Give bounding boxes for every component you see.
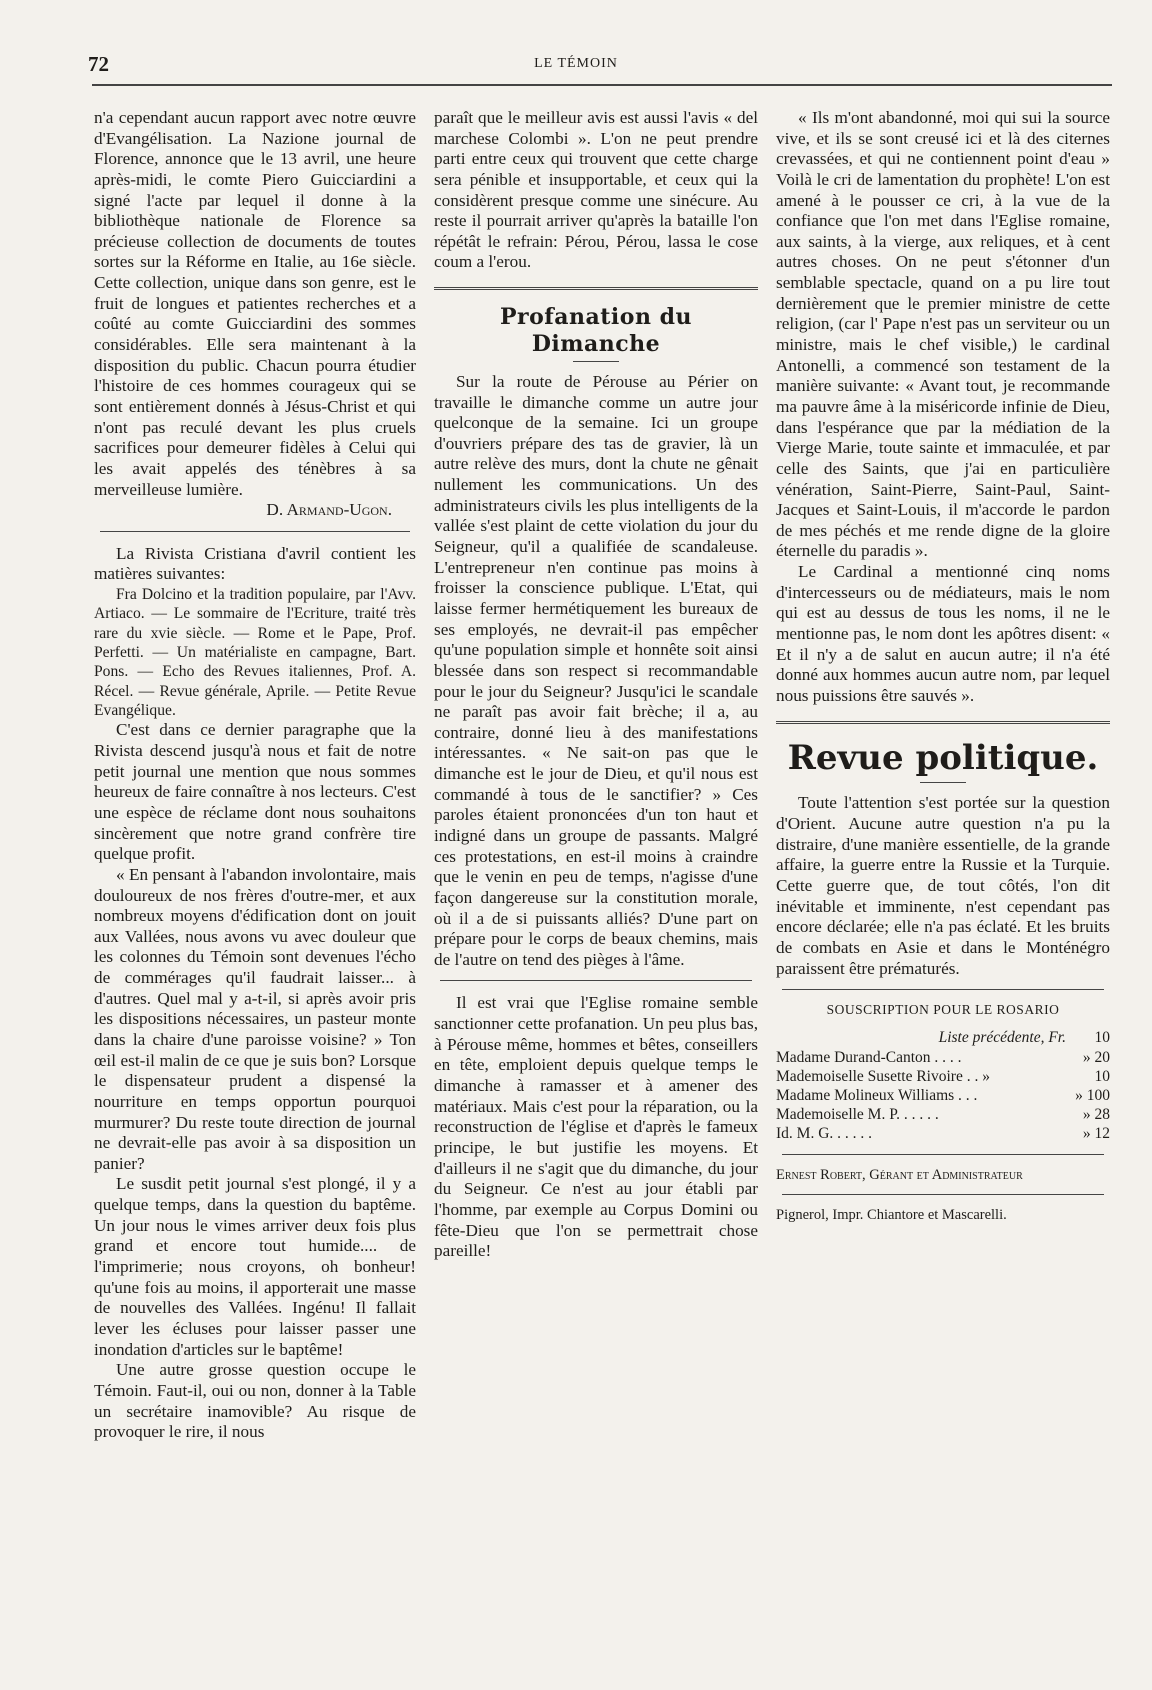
list-name: Mademoiselle M. P. . . . . . <box>776 1106 939 1124</box>
section-divider <box>440 980 752 981</box>
list-label: Liste précédente, Fr. <box>938 1029 1066 1047</box>
article-paragraph: « Ils m'ont abandonné, moi qui sui la source vive, et ils se sont creusé ici et là des citernes crevassées, et qui ne contiennent point d'eau » Voilà le cri de lamentation du prophète! L'on est amené à le pousser ce cri, à la vue de la confiance que l'on met dans l'Eglise romaine, aux saints, à la vierge, aux reliques, et à cent autres choses. On ne peut s'étonner d'un semblable spectacle, quand on a pu lire tout dernièrement que le premier ministre de cette religion, (car l' Pape n'est pas un serviteur ou un ministre, mais le chef visible,) le cardinal Antonelli, a commencé son testament de la manière suivante: « Avant tout, je recommande ma pauvre âme à la miséricorde infinie de Dieu, dans l'espérance que par la médiation de la Vierge Marie, toute sainte et immaculée, et par celle des Saints, que j'ai en particulière vénération, Saint-Pierre, Saint-Paul, Saint-Jacques et Saint-Louis, il m'accorde le pardon de mes péchés et me rende digne de la gloire éternelle du paradis ». <box>776 108 1110 561</box>
article-paragraph: Toute l'attention s'est portée sur la question d'Orient. Aucune autre question n'a pu la distraire, d'une manière essentielle, de la grande affaire, la guerre entre la Russie et la Turquie. Cette guerre que, de tout côtés, l'on dit inévitable et imminente, n'est cependant pas encore déclarée; elle n'a pas éclaté. Et les bruits de combats en Asie et dans le Monténégro paraissent être prématurés. <box>776 793 1110 978</box>
list-name: Madame Molineux Williams . . . <box>776 1086 978 1104</box>
table-row <box>776 1048 1110 1067</box>
section-divider <box>782 1194 1104 1195</box>
manager-credit: Ernest Robert, Gérant et Administrateur <box>776 1166 1023 1183</box>
column-right <box>776 108 1110 1224</box>
header-rule <box>92 84 1112 86</box>
section-heading: Revue politique. <box>787 737 1099 778</box>
page-number: 72 <box>88 52 109 76</box>
contents-list: Fra Dolcino et la tradition populaire, par l'Avv. Artiaco. — Le sommaire de l'Ecriture, traité très rare du xvie siècle. — Rome et le Pape, Prof. Perfetti. — Un matérialiste en campagne, Bart. Pons. — Echo des Revues italiennes, Prof. A. Récel. — Revue générale, Aprile. — Petite Revue Evangélique. <box>94 586 416 720</box>
article-paragraph: C'est dans ce dernier paragraphe que la Rivista descend jusqu'à nous et fait de notre petit journal une mention que nous sommes heureux de faire connaître à nos lecteurs. C'est une espèce de réclame dont nous souhaitons sincèrement que notre grand confrère tire quelque profit. <box>94 720 416 864</box>
list-name: Id. M. G. . . . . . <box>776 1125 873 1143</box>
table-row <box>776 1086 1110 1105</box>
heading-rule <box>573 361 619 362</box>
article-paragraph: « En pensant à l'abandon involontaire, mais douloureux de nos frères d'outre-mer, et aux nombreux moyens d'édification dont on jouit aux Vallées, nous avons vu avec douleur que les colonnes du Témoin sont devenues l'écho de commérages qu'il faudrait laisser... à d'autres. Quel mal y a-t-il, si après avoir pris les dispositions nécessaires, un pasteur monte dans la chaire d'une paroisse voisine? » Ton œil est-il malin de ce que je suis bon? Lorsque le dispensateur prudent a dispensé la nourriture en temps opportun pourquoi murmurer? Du reste toute direction de journal ne devrait-elle pas avoir à sa disposition un panier? <box>94 864 416 1173</box>
article-paragraph: Il est vrai que l'Eglise romaine semble sanctionner cette profanation. Un peu plus bas, à Pérouse même, hommes et bêtes, conseillers en tête, emploient depuis quelque temps le dimanche à ramasser et à amener des matériaux. Mais c'est pour la réparation, ou la reconstruction de l'église et d'après le fameux principe, le but justifie les moyens. Et d'ailleurs il ne s'agit que du dimanche, du jour du Seigneur. Ce n'est au jour établi par l'homme, par exemple au Corpus Domini ou fête-Dieu que l'on se permettrait chose pareille! <box>434 993 758 1261</box>
list-amount: 10 <box>1094 1067 1110 1085</box>
newspaper-title: LE TÉMOIN <box>534 56 618 71</box>
heading-rule <box>920 782 966 783</box>
table-row <box>776 1028 1110 1047</box>
section-divider <box>776 721 1110 724</box>
table-row <box>776 1124 1110 1143</box>
article-paragraph: n'a cependant aucun rapport avec notre œuvre d'Evangélisation. La Nazione journal de Florence, annonce que le 13 avril, une heure après-midi, le comte Piero Guicciardini a signé l'acte par lequel il donne à la bibliothèque nationale de Florence sa précieuse collection de documents de toutes sortes sur la Réforme en Italie, au 16e siècle. Cette collection, unique dans son genre, est le fruit de longues et patientes recherches et a coûté au comte Guicciardini des sommes considérables. Elle sera maintenant à la disposition du public. Chacun pourra étudier l'histoire de ces hommes courageux qui se sont entièrement donnés à Jésus-Christ et qui n'ont pas reculé devant les plus cruels sacrifices pour demeurer fidèles à Celui qui les avait appelés des ténèbres à sa merveilleuse lumière. <box>94 108 416 499</box>
table-row <box>776 1067 1110 1086</box>
list-name: Madame Durand-Canton . . . . <box>776 1048 962 1066</box>
list-amount: » 12 <box>1082 1125 1110 1143</box>
article-paragraph: Une autre grosse question occupe le Témoin. Faut-il, oui ou non, donner à la Table un secrétaire inamovible? Au risque de provoquer le rire, il nous <box>94 1360 416 1442</box>
column-left <box>94 108 416 1443</box>
article-paragraph: paraît que le meilleur avis est aussi l'avis « del marchese Colombi ». L'on ne peut prendre parti entre ceux qui trouvent que cette charge sera pénible et insupportable, et ceux qui la considèrent presque comme une sinécure. Au reste il pourrait arriver qu'après la bataille l'on répétât le refrain: Pérou, Pérou, lassa le cose coum a l'erou. <box>434 108 758 272</box>
article-paragraph: Le susdit petit journal s'est plongé, il y a quelque temps, dans la question du baptême. Un jour nous le vimes arriver deux fois plus grand et encore tout humide.... de l'imprimerie; nous croyons, oh bonheur! qu'une fois au moins, il apporterait une masse de nouvelles des Vallées. Ingénu! Il fallait lever les écluses pour laisser passer une inondation d'articles sur le baptême! <box>94 1174 416 1359</box>
article-paragraph: La Rivista Cristiana d'avril contient les matières suivantes: <box>94 543 416 584</box>
list-amount: » 20 <box>1082 1048 1110 1066</box>
subscription-table <box>776 1028 1110 1143</box>
section-divider <box>100 531 410 532</box>
subscription-title: SOUSCRIPTION POUR LE ROSARIO <box>826 1002 1060 1018</box>
list-name: Mademoiselle Susette Rivoire . . » <box>776 1067 990 1085</box>
section-heading: Profanation du Dimanche <box>499 304 692 357</box>
list-amount: » 28 <box>1082 1106 1110 1124</box>
column-middle <box>434 108 758 1262</box>
list-amount: 10 <box>1094 1029 1110 1047</box>
article-paragraph: Le Cardinal a mentionné cinq noms d'intercesseurs ou de médiateurs, mais le nom qui est au dessus de tous les noms, il ne le mentionne pas, le nom dont les apôtres disent: « Et il n'y a de salut en aucun autre; il n'a été donné aux hommes aucun autre nom, par lequel nous puissions être sauvés ». <box>776 562 1110 705</box>
article-paragraph: Sur la route de Pérouse au Périer on travaille le dimanche comme un autre jour quelconque de la semaine. Ici un groupe d'ouvriers prépare des tas de gravier, là un autre relève des murs, dont la chute ne gênait nullement les communications. Un des administrateurs civils les plus intelligents de la vallée s'est plaint de cette violation du jour du Seigneur, qu'il a qualifiée de scandaleuse. L'entrepreneur n'en continue pas moins à froisser la conscience publique. L'Etat, qui laisse fermer hermétiquement les bureaux de ses employés, ne devrait-il pas empêcher qu'une population simple et honnête soit ainsi blessée dans son respect si recommandable pour le jour du Seigneur? Jusqu'ici le scandale ne paraît pas avoir fait brèche; il a, au contraire, donné lieu à des manifestations intéressantes. « Ne sait-on pas que le dimanche est le jour de Dieu, et qu'il nous est commandé à tous de le sanctifier? » Ces paroles étaient prononcées d'un ton haut et indigné dans un groupe de passants. Malgré ces protestations, en est-il moins à craindre que le venin en peu de temps, n'agisse d'une façon dangereuse sur la constitution morale, où il a de si puissants alliés? D'une part on prépare pour le corps de beaux chemins, mais de l'autre on tend des pièges à l'âme. <box>434 371 758 969</box>
printer-credit: Pignerol, Impr. Chiantore et Mascarelli. <box>776 1207 1007 1224</box>
signature: D. Armand-Ugon. <box>266 500 392 520</box>
section-divider <box>782 1154 1104 1155</box>
table-row <box>776 1105 1110 1124</box>
section-divider <box>782 989 1104 990</box>
section-divider <box>434 287 758 290</box>
list-amount: » 100 <box>1075 1086 1110 1104</box>
